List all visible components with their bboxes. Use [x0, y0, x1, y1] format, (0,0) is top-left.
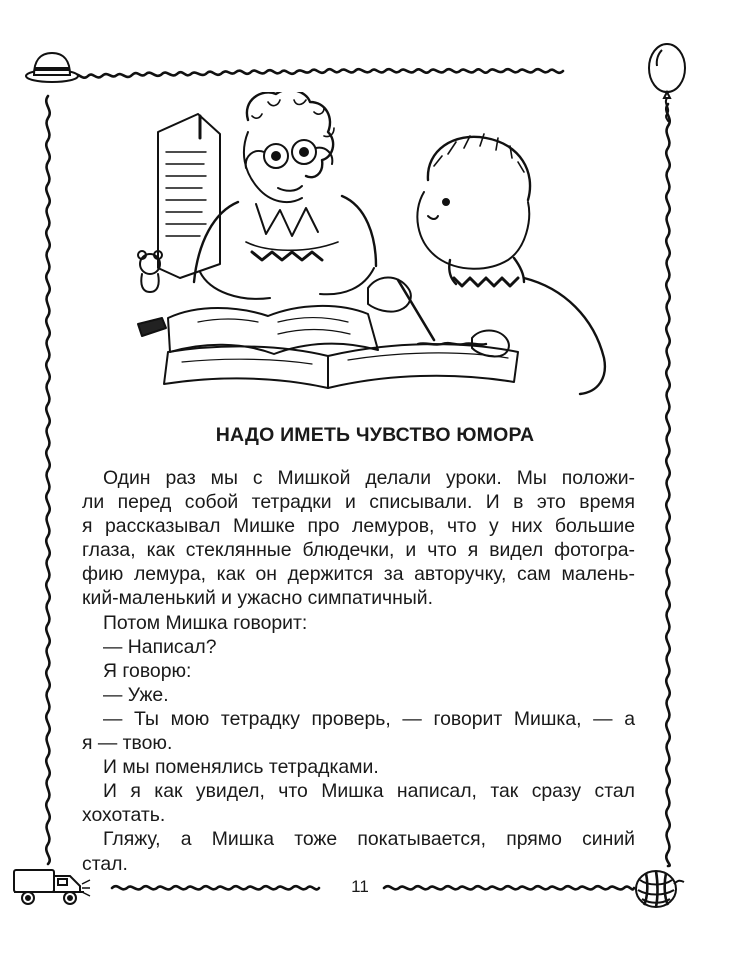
left-border: [46, 96, 49, 864]
text-line: я — твою.: [82, 732, 173, 755]
curly-haired-boy: [194, 92, 376, 299]
text-line: глаза, как стеклянные блюдечки, и что я видел фотогра-: [82, 539, 635, 562]
text-line: фию лемура, как он держится за авторучку, сам малень-: [82, 563, 635, 586]
text-line: — Уже.: [103, 683, 169, 706]
text-line: хохотать.: [82, 804, 166, 827]
balloon-icon: [649, 44, 685, 122]
text-line: Потом Мишка говорит:: [103, 611, 308, 634]
text-line: Гляжу, а Мишка тоже покатывается, прямо синий: [103, 828, 635, 851]
text-line: стал.: [82, 852, 128, 875]
story-text: [82, 466, 635, 876]
truck-icon: [14, 870, 90, 904]
right-border: [666, 104, 669, 866]
bottom-border-left: [112, 886, 319, 889]
text-line: — Ты мою тетрадку проверь, — говорит Мишка, — а: [103, 707, 635, 730]
text-line: я рассказывал Мишке про лемуров, что у них большие: [82, 515, 635, 538]
hat-icon: [26, 53, 78, 82]
top-border: [72, 69, 563, 78]
boys-homework-illustration: [128, 92, 648, 402]
text-line: кий-маленький и ужасно симпатичный.: [82, 587, 434, 610]
text-line: И мы поменялись тетрадками.: [103, 756, 379, 779]
page-number: 11: [351, 877, 369, 896]
eraser: [138, 318, 166, 336]
teddy-bear: [138, 251, 162, 292]
short-haired-boy: [368, 134, 605, 394]
text-line: Я говорю:: [103, 659, 192, 682]
text-line: ли перед собой тетрадки и списывали. И в это время: [82, 491, 635, 514]
text-line: И я как увидел, что Мишка написал, так сразу стал: [103, 780, 635, 803]
bottom-border-right: [384, 886, 634, 889]
watermelon-icon: [636, 871, 684, 907]
open-book: [164, 344, 518, 388]
text-line: Один раз мы с Мишкой делали уроки. Мы положи-: [103, 467, 635, 489]
story-title: НАДО ИМЕТЬ ЧУВСТВО ЮМОРА: [215, 424, 535, 446]
text-line: — Написал?: [103, 635, 217, 658]
wall-calendar: [158, 114, 220, 278]
